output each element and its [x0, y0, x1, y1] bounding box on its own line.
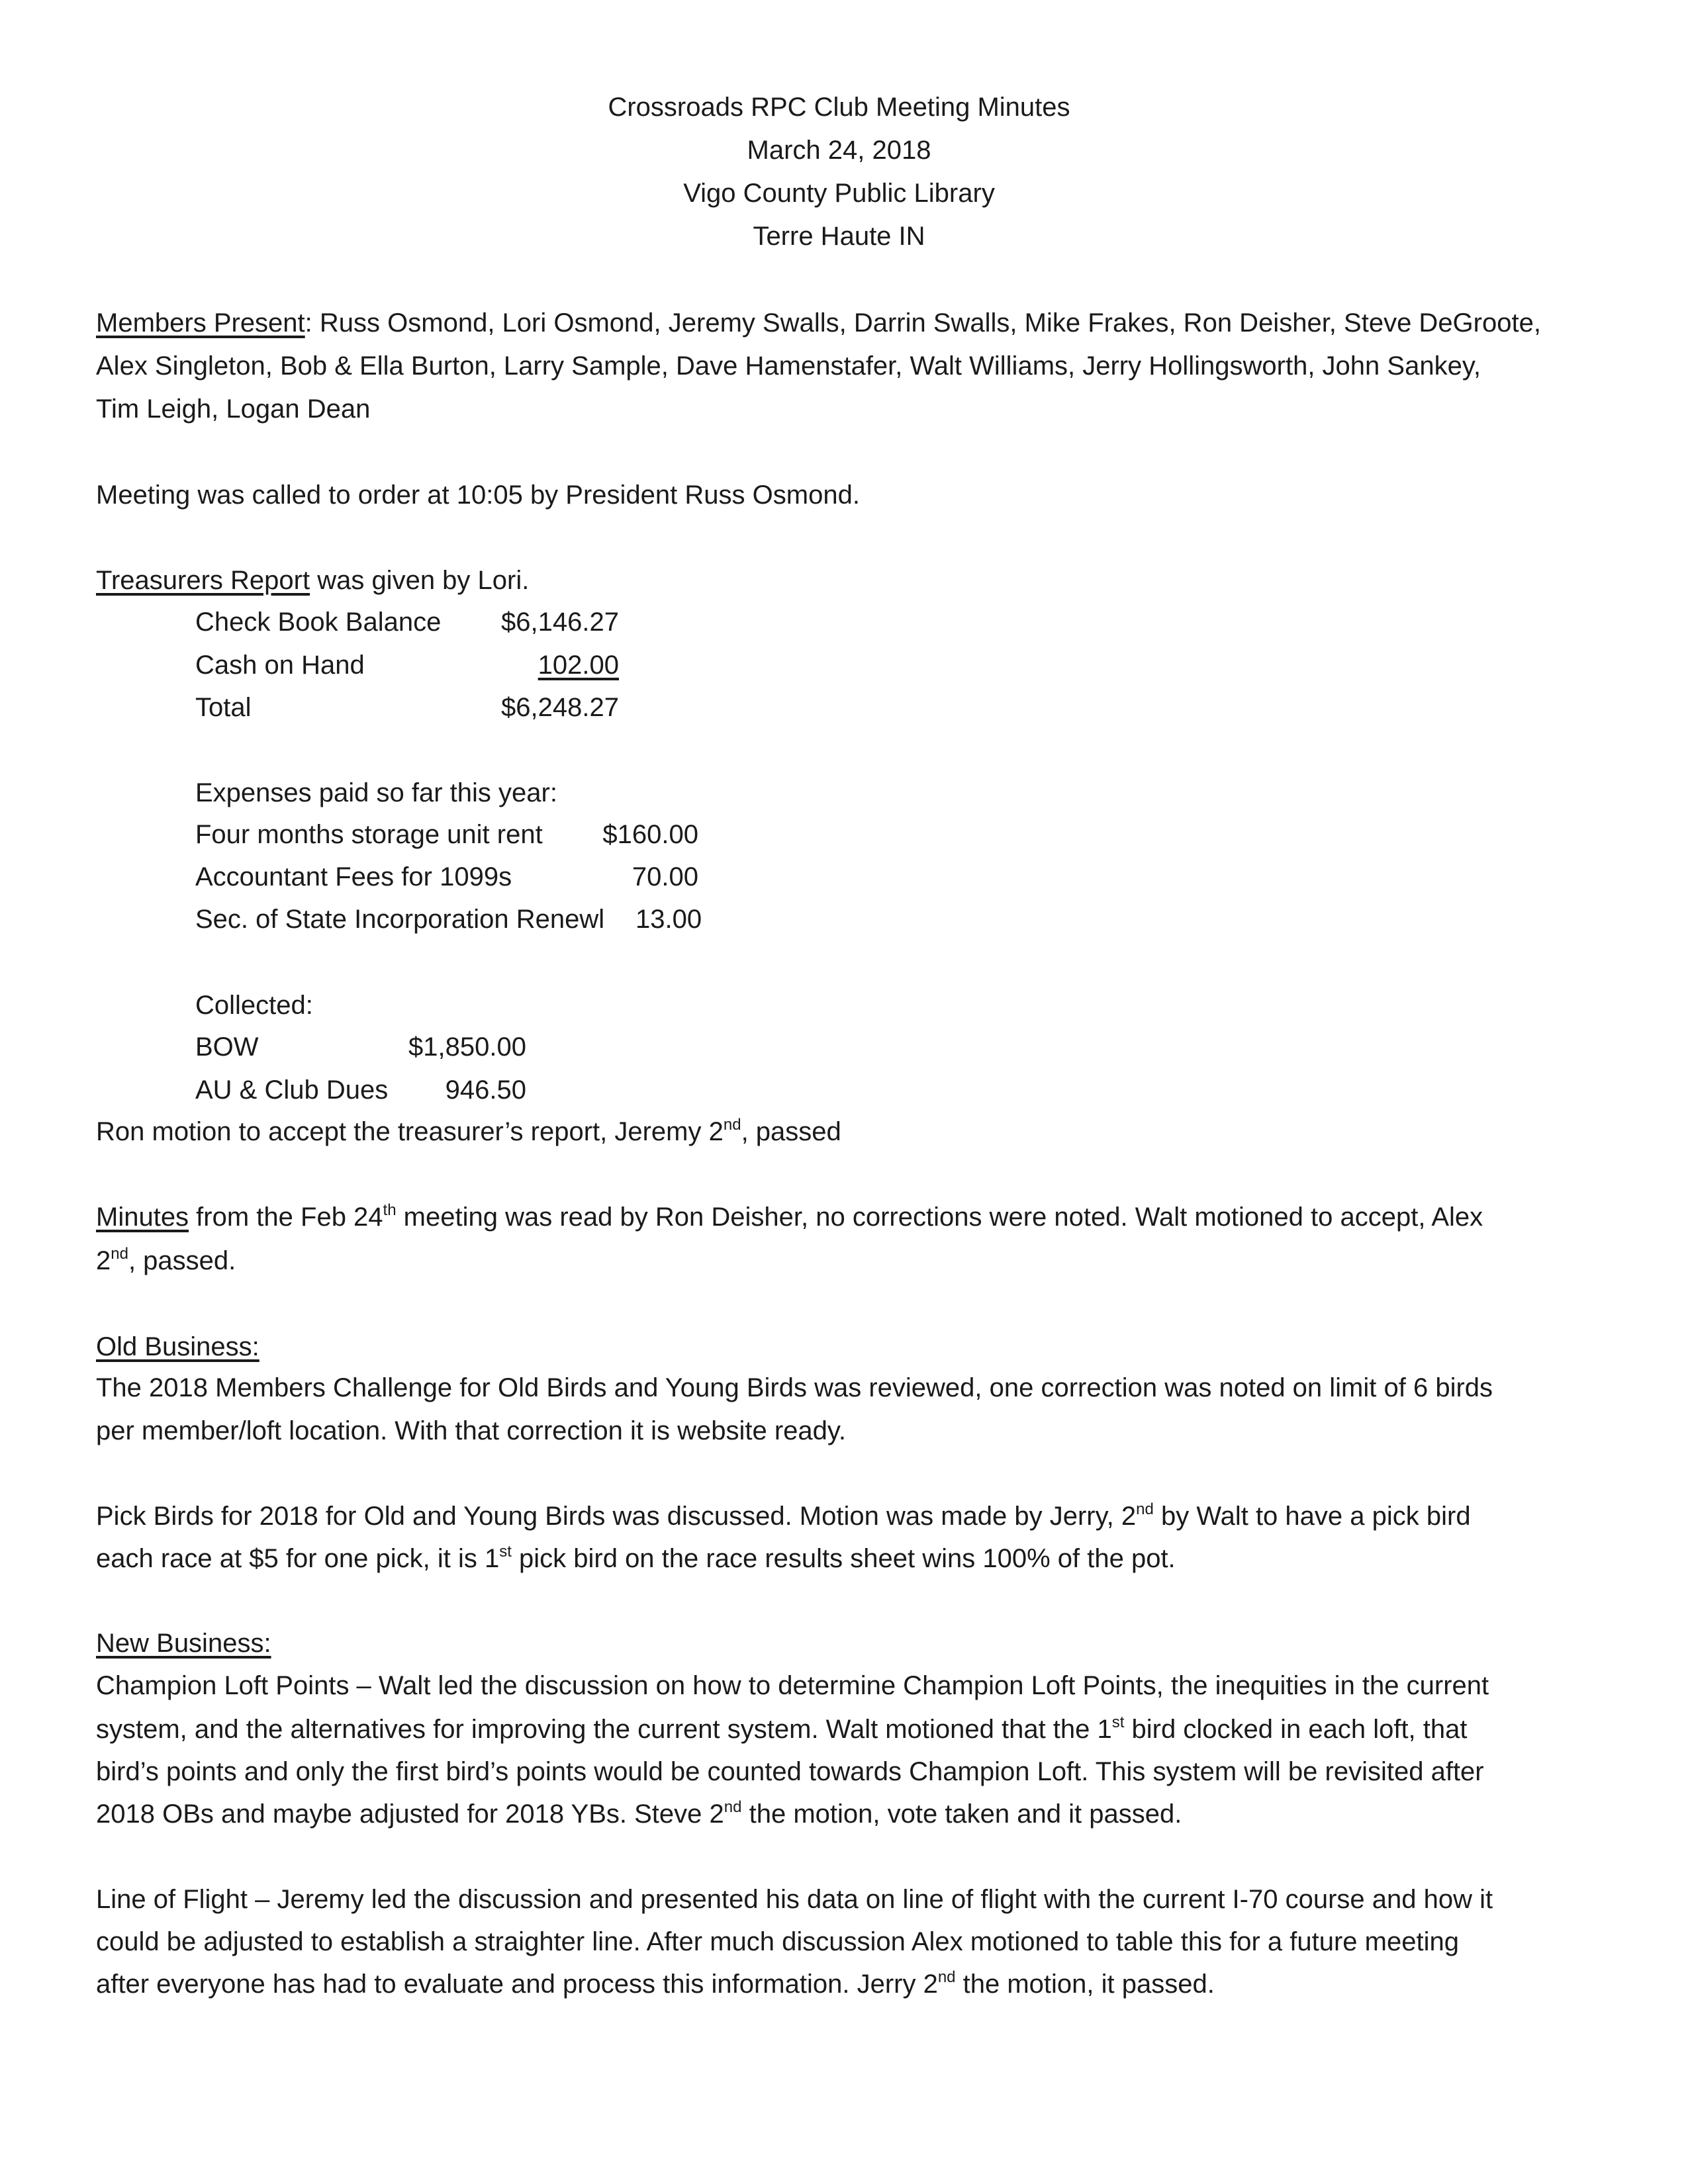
- minutes-line-2: 2nd, passed.: [96, 1245, 236, 1275]
- minutes-label: Minutes: [96, 1203, 189, 1232]
- treasurer-intro: Treasurers Report was given by Lori.: [96, 566, 530, 595]
- expense-row: Accountant Fees for 1099s 70.00: [195, 862, 698, 891]
- collected-row: AU & Club Dues 946.50: [195, 1075, 526, 1105]
- meeting-city: Terre Haute IN: [753, 222, 925, 251]
- expense-row: Four months storage unit rent $160.00: [195, 820, 698, 849]
- members-line-3: Tim Leigh, Logan Dean: [96, 394, 371, 424]
- old-business-p1-line-1: The 2018 Members Challenge for Old Birds and Young Birds was reviewed, one correction was noted on limit of 6 birds: [96, 1373, 1493, 1402]
- expense-row: Sec. of State Incorporation Renewl 13.00: [195, 905, 702, 934]
- call-to-order: Meeting was called to order at 10:05 by President Russ Osmond.: [96, 480, 860, 510]
- treasurer-motion: Ron motion to accept the treasurer’s report, Jeremy 2nd, passed: [96, 1116, 841, 1146]
- balance-row: Check Book Balance $6,146.27: [195, 608, 619, 637]
- document-header: [0, 86, 1678, 258]
- members-label: Members Present: [96, 308, 305, 338]
- balance-row: Total $6,248.27: [195, 693, 619, 722]
- new-business-p2-line-2: could be adjusted to establish a straighter line. After much discussion Alex motioned to table this for a future meeting: [96, 1927, 1459, 1956]
- document-title: Crossroads RPC Club Meeting Minutes: [608, 93, 1070, 122]
- members-line-1: Members Present: Russ Osmond, Lori Osmond, Jeremy Swalls, Darrin Swalls, Mike Frakes, Ron Deisher, Steve DeGroote,: [96, 308, 1541, 338]
- treasurer-label: Treasurers Report: [96, 566, 310, 595]
- balance-row: Cash on Hand 102.00: [195, 651, 619, 680]
- old-business-p2-line-1: Pick Birds for 2018 for Old and Young Birds was discussed. Motion was made by Jerry, 2nd by Walt to have a pick bird: [96, 1500, 1471, 1531]
- old-business-heading: Old Business:: [96, 1332, 259, 1361]
- new-business-heading: New Business:: [96, 1629, 271, 1658]
- old-business-p1-line-2: per member/loft location. With that correction it is website ready.: [96, 1416, 847, 1445]
- minutes-line-1: Minutes from the Feb 24th meeting was read by Ron Deisher, no corrections were noted. Walt motioned to accept, Alex: [96, 1201, 1483, 1232]
- collected-heading: Collected:: [195, 991, 313, 1020]
- new-business-p2-line-1: Line of Flight – Jeremy led the discussion and presented his data on line of flight with the current I-70 course and how it: [96, 1885, 1493, 1914]
- old-business-p2-line-2: each race at $5 for one pick, it is 1st pick bird on the race results sheet wins 100% of the pot.: [96, 1543, 1176, 1573]
- new-business-p1-line-2: system, and the alternatives for improving the current system. Walt motioned that the 1st bird clocked in each loft, that: [96, 1713, 1468, 1744]
- meeting-location: Vigo County Public Library: [683, 179, 995, 208]
- new-business-p2-line-3: after everyone has had to evaluate and process this information. Jerry 2nd the motion, it passed.: [96, 1968, 1215, 1999]
- new-business-p1-line-4: 2018 OBs and maybe adjusted for 2018 YBs. Steve 2nd the motion, vote taken and it passed.: [96, 1798, 1182, 1829]
- collected-row: BOW $1,850.00: [195, 1032, 526, 1062]
- new-business-p1-line-1: Champion Loft Points – Walt led the discussion on how to determine Champion Loft Points, the inequities in the current: [96, 1671, 1489, 1700]
- members-line-2: Alex Singleton, Bob & Ella Burton, Larry Sample, Dave Hamenstafer, Walt Williams, Jerry Hollingsworth, John Sankey,: [96, 351, 1481, 381]
- meeting-date: March 24, 2018: [747, 136, 931, 165]
- new-business-p1-line-3: bird’s points and only the first bird’s points would be counted towards Champion Loft. This system will be revisited after: [96, 1757, 1484, 1786]
- expenses-heading: Expenses paid so far this year:: [195, 778, 557, 807]
